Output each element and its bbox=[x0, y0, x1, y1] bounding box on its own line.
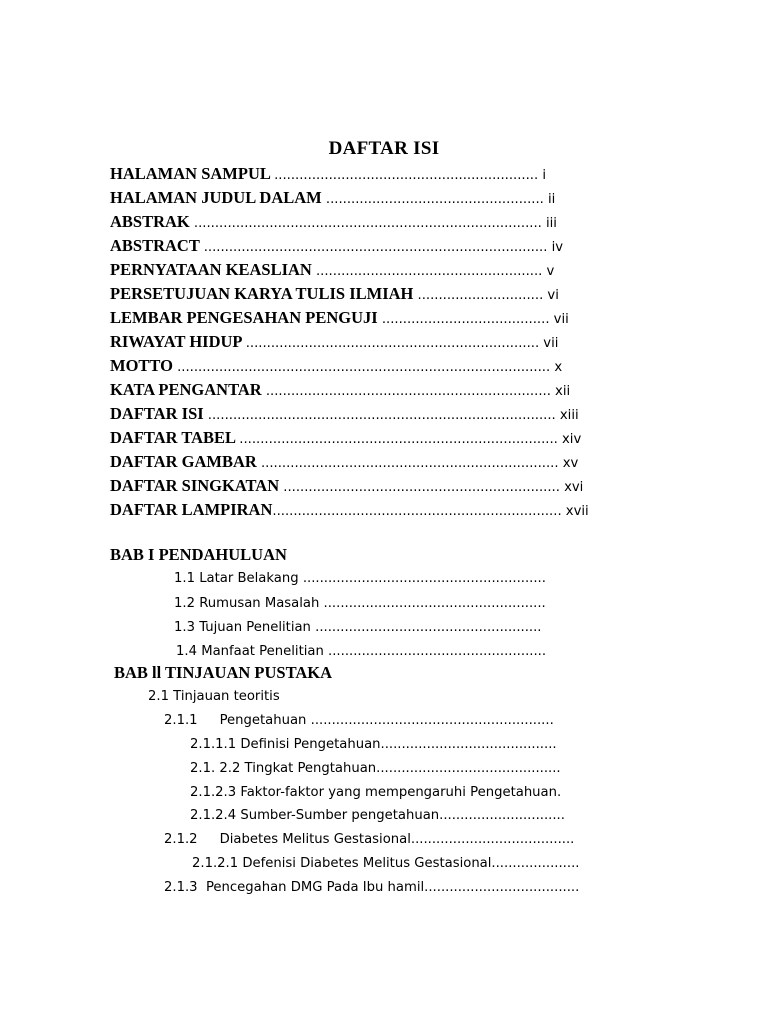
toc-entry-leader: .................................................................. bbox=[283, 480, 560, 495]
toc-entry-leader: .................................................................... bbox=[265, 384, 551, 399]
toc-entry-leader: ............................................................... bbox=[274, 168, 539, 183]
toc-entry-leader: ..................................................................... bbox=[272, 504, 562, 519]
toc-subentry-text: Rumusan Masalah bbox=[199, 596, 320, 611]
toc-subentry-text: Latar Belakang bbox=[199, 571, 299, 586]
toc-entry-page: i bbox=[542, 168, 546, 183]
toc-subentry-leader: ..................................... bbox=[424, 880, 580, 895]
toc-subentry-text: Tujuan Penelitian bbox=[199, 620, 311, 635]
toc-entry bbox=[110, 379, 570, 401]
toc-entry-page: xiv bbox=[562, 432, 582, 447]
toc-entry-page: xv bbox=[562, 456, 579, 471]
toc-entry-label: MOTTO bbox=[110, 356, 173, 375]
toc-entry-page: iv bbox=[551, 240, 564, 255]
toc-entry-leader: .............................. bbox=[417, 288, 544, 303]
toc-subentry-text: Tingkat Pengtahuan bbox=[244, 761, 377, 776]
toc-subentry-leader: ..................... bbox=[491, 856, 580, 871]
toc-subentry bbox=[176, 641, 546, 663]
chapter-heading: BAB ll TINJAUAN PUSTAKA bbox=[114, 663, 333, 682]
toc-subentry-leader: .......................................................... bbox=[310, 713, 554, 728]
toc-entry-page: xiii bbox=[559, 408, 579, 423]
toc-entry bbox=[110, 211, 557, 233]
toc-subentry-number: 1.3 bbox=[174, 620, 195, 635]
toc-subentry-leader: ............................................ bbox=[376, 761, 561, 776]
toc-subentry-number: 2.1.2.4 bbox=[190, 808, 237, 823]
toc-entry-label: DAFTAR TABEL bbox=[110, 428, 236, 447]
toc-entry-label: PERSETUJUAN KARYA TULIS ILMIAH bbox=[110, 284, 414, 303]
toc-entry-leader: ............................................................................ bbox=[239, 432, 558, 447]
toc-subentry-number: 2.1.2 bbox=[164, 832, 198, 847]
toc-subentry-number: 2.1.2.3 bbox=[190, 785, 237, 800]
toc-entry-page: vii bbox=[553, 312, 569, 327]
chapter-heading: BAB I PENDAHULUAN bbox=[110, 545, 287, 564]
toc-entry-page: iii bbox=[545, 216, 557, 231]
toc-subentry bbox=[164, 710, 554, 732]
page-title: DAFTAR ISI bbox=[328, 138, 440, 159]
toc-subentry-text: Pencegahan DMG Pada Ibu hamil bbox=[205, 880, 425, 895]
toc-subentry-number: 2.1. 2.2 bbox=[190, 761, 241, 776]
toc-entry-page: vii bbox=[543, 336, 559, 351]
toc-entry bbox=[110, 235, 563, 257]
toc-entry bbox=[110, 499, 589, 521]
toc-entry-label: ABSTRAK bbox=[110, 212, 190, 231]
toc-entry-page: ii bbox=[547, 192, 556, 207]
toc-subentry-leader: ....................................... bbox=[410, 832, 575, 847]
toc-entry bbox=[110, 451, 578, 473]
toc-entry-leader: .................................................... bbox=[325, 192, 544, 207]
toc-entry-page: x bbox=[554, 360, 563, 375]
toc-subentry-leader: .......................................... bbox=[380, 737, 557, 752]
toc-subentry-leader: .......................................................... bbox=[302, 571, 546, 586]
toc-subentry bbox=[174, 593, 546, 615]
toc-subentry bbox=[190, 734, 557, 756]
toc-subentry bbox=[164, 877, 579, 899]
toc-entry-label: KATA PENGANTAR bbox=[110, 380, 262, 399]
toc-subentry-number: 1.2 bbox=[174, 596, 195, 611]
toc-entry-page: xvi bbox=[564, 480, 584, 495]
toc-entry-leader: .................................................................................. bbox=[203, 240, 548, 255]
toc-subentry-number: 2.1.3 bbox=[164, 880, 198, 895]
toc-subentry-text: Pengetahuan bbox=[219, 713, 307, 728]
toc-entry-label: LEMBAR PENGESAHAN PENGUJI bbox=[110, 308, 378, 327]
toc-entry-label: RIWAYAT HIDUP bbox=[110, 332, 242, 351]
toc-subentry-text: Faktor-faktor yang mempengaruhi Pengetahuan bbox=[240, 785, 557, 800]
toc-subentry-text: Defenisi Diabetes Melitus Gestasional bbox=[242, 856, 492, 871]
toc-entry-leader: ................................................................................... bbox=[193, 216, 542, 231]
toc-entry-leader: ................................................................................... bbox=[207, 408, 556, 423]
toc-subentry-number: 2.1.1.1 bbox=[190, 737, 237, 752]
toc-subentry-number: 2.1.1 bbox=[164, 713, 198, 728]
section-heading: 2.1 Tinjauan teoritis bbox=[148, 689, 280, 704]
toc-subentry-number: 1.4 bbox=[176, 644, 197, 659]
toc-entry bbox=[110, 331, 558, 353]
toc-entry-label: ABSTRACT bbox=[110, 236, 200, 255]
toc-subentry-text: Manfaat Penelitian bbox=[201, 644, 324, 659]
toc-subentry bbox=[192, 853, 579, 875]
toc-subentry-leader: .............................. bbox=[439, 808, 565, 823]
toc-entry-leader: ......................................................................................... bbox=[177, 360, 551, 375]
toc-subentry bbox=[190, 805, 565, 827]
toc-entry bbox=[110, 475, 583, 497]
toc-entry bbox=[110, 307, 569, 329]
toc-entry bbox=[110, 187, 555, 209]
toc-entry-label: PERNYATAAN KEASLIAN bbox=[110, 260, 312, 279]
toc-entry-label: HALAMAN JUDUL DALAM bbox=[110, 188, 322, 207]
toc-entry-label: DAFTAR GAMBAR bbox=[110, 452, 257, 471]
toc-entry bbox=[110, 259, 554, 281]
toc-entry-label: DAFTAR LAMPIRAN bbox=[110, 500, 273, 519]
toc-entry-page: v bbox=[546, 264, 555, 279]
toc-subentry-leader: . bbox=[556, 785, 562, 800]
toc-entry-leader: ........................................ bbox=[381, 312, 550, 327]
toc-entry-leader: ....................................................................... bbox=[260, 456, 559, 471]
toc-subentry-text: Sumber-Sumber pengetahuan bbox=[240, 808, 440, 823]
toc-entry-page: vi bbox=[547, 288, 559, 303]
toc-subentry-text: Definisi Pengetahuan bbox=[240, 737, 381, 752]
toc-entry-label: HALAMAN SAMPUL bbox=[110, 164, 270, 183]
toc-subentry bbox=[190, 782, 561, 804]
toc-subentry bbox=[164, 829, 574, 851]
toc-subentry-number: 1.1 bbox=[174, 571, 195, 586]
toc-entry-page: xii bbox=[555, 384, 571, 399]
toc-subentry-number: 2.1.2.1 bbox=[192, 856, 239, 871]
toc-entry bbox=[110, 355, 562, 377]
toc-subentry-text: Diabetes Melitus Gestasional bbox=[219, 832, 411, 847]
toc-entry bbox=[110, 283, 559, 305]
toc-subentry bbox=[174, 568, 546, 590]
toc-subentry-leader: ..................................................... bbox=[323, 596, 546, 611]
toc-entry-leader: ...................................................... bbox=[315, 264, 543, 279]
toc-entry-label: DAFTAR ISI bbox=[110, 404, 204, 423]
toc-entry-page: xvii bbox=[565, 504, 589, 519]
toc-entry bbox=[110, 427, 581, 449]
toc-entry-leader: ...................................................................... bbox=[245, 336, 540, 351]
toc-entry bbox=[110, 163, 546, 185]
toc-subentry-leader: ...................................................... bbox=[315, 620, 542, 635]
toc-subentry-leader: .................................................... bbox=[328, 644, 547, 659]
toc-subentry bbox=[174, 617, 542, 639]
toc-entry bbox=[110, 403, 579, 425]
toc-subentry bbox=[190, 758, 561, 780]
toc-entry-label: DAFTAR SINGKATAN bbox=[110, 476, 280, 495]
